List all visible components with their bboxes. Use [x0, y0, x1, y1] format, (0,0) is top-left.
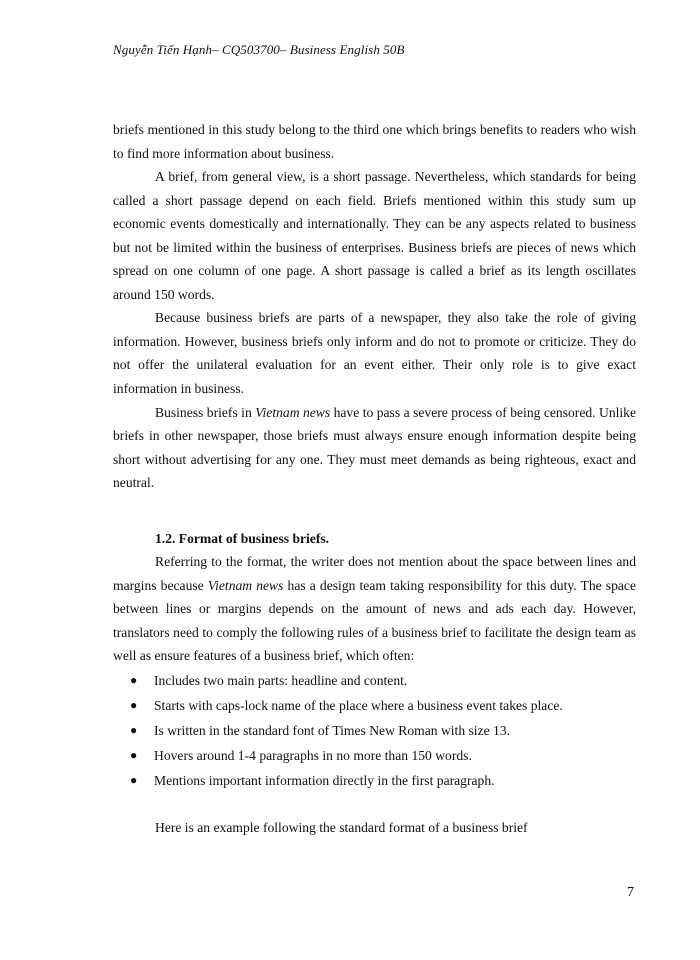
list-item — [113, 694, 636, 718]
newspaper-title: Vietnam news — [207, 577, 284, 593]
list-item — [113, 769, 636, 793]
list-item-text: Starts with caps-lock name of the place where a business event takes place. — [154, 698, 563, 714]
paragraph-role-of-briefs: Because business briefs are parts of a newspaper, they also take the role of giving information. However, business briefs only inform and do not to promote or criticize. They do not offer the unilateral evaluation for an event either. Their only role is to give exact information in business. — [113, 310, 636, 397]
text-run: has a design team taking responsibility for this duty. The space between lines or margins depends on the amount of news and ads each day. However, translators need to comply the following rules of a business brief to facilitate the design team as well as ensure features of a business brief, which often: — [113, 577, 636, 664]
list-item — [113, 744, 636, 768]
text-run: Business briefs in — [155, 404, 256, 420]
page-number: 7 — [627, 885, 634, 900]
bullet-icon: ● — [130, 673, 138, 688]
list-item-text: Mentions important information directly in the first paragraph. — [154, 772, 495, 788]
bullet-icon: ● — [130, 698, 138, 713]
list-item-text: Is written in the standard font of Times New Roman with size 13. — [154, 723, 511, 739]
newspaper-title: Vietnam news — [255, 404, 331, 420]
section-heading: 1.2. Format of business briefs. — [155, 530, 330, 546]
document-body — [113, 118, 636, 840]
list-item-text: Hovers around 1-4 paragraphs in no more than 150 words. — [154, 747, 472, 763]
bullet-icon: ● — [130, 723, 138, 738]
list-item — [113, 719, 636, 743]
format-rules-list — [113, 669, 636, 792]
paragraph-brief-definition: A brief, from general view, is a short passage. Nevertheless, which standards for being called a short passage depend on each field. Briefs mentioned within this study sum up economic events domestically and internationally. They can be any aspects related to business but not be limited within the business of enterprises. Business briefs are pieces of news which spread on one column of one page. A short passage is called a brief as its length oscillates around 150 words. — [113, 169, 636, 302]
bullet-icon: ● — [130, 747, 138, 762]
paragraph-format — [113, 550, 636, 668]
bullet-icon: ● — [130, 772, 138, 787]
paragraph-censorship — [113, 401, 636, 495]
example-intro: Here is an example following the standard format of a business brief — [155, 820, 528, 836]
running-header: Nguyễn Tiến Hạnh– CQ503700– Business English 50B — [113, 42, 405, 57]
text-run: have to pass a severe process of being censored. Unlike briefs in other newspaper, those briefs must always ensure enough information despite being short without advertising for any one. They must meet demands as being righteous, exact and neutral. — [113, 404, 637, 491]
paragraph-continuation: briefs mentioned in this study belong to the third one which brings benefits to readers who wish to find more information about business. — [113, 122, 636, 161]
list-item — [113, 669, 636, 693]
list-item-text: Includes two main parts: headline and content. — [154, 673, 408, 689]
text-run: Referring to the format, the writer does not mention about the space between lines and margins because — [113, 554, 636, 593]
